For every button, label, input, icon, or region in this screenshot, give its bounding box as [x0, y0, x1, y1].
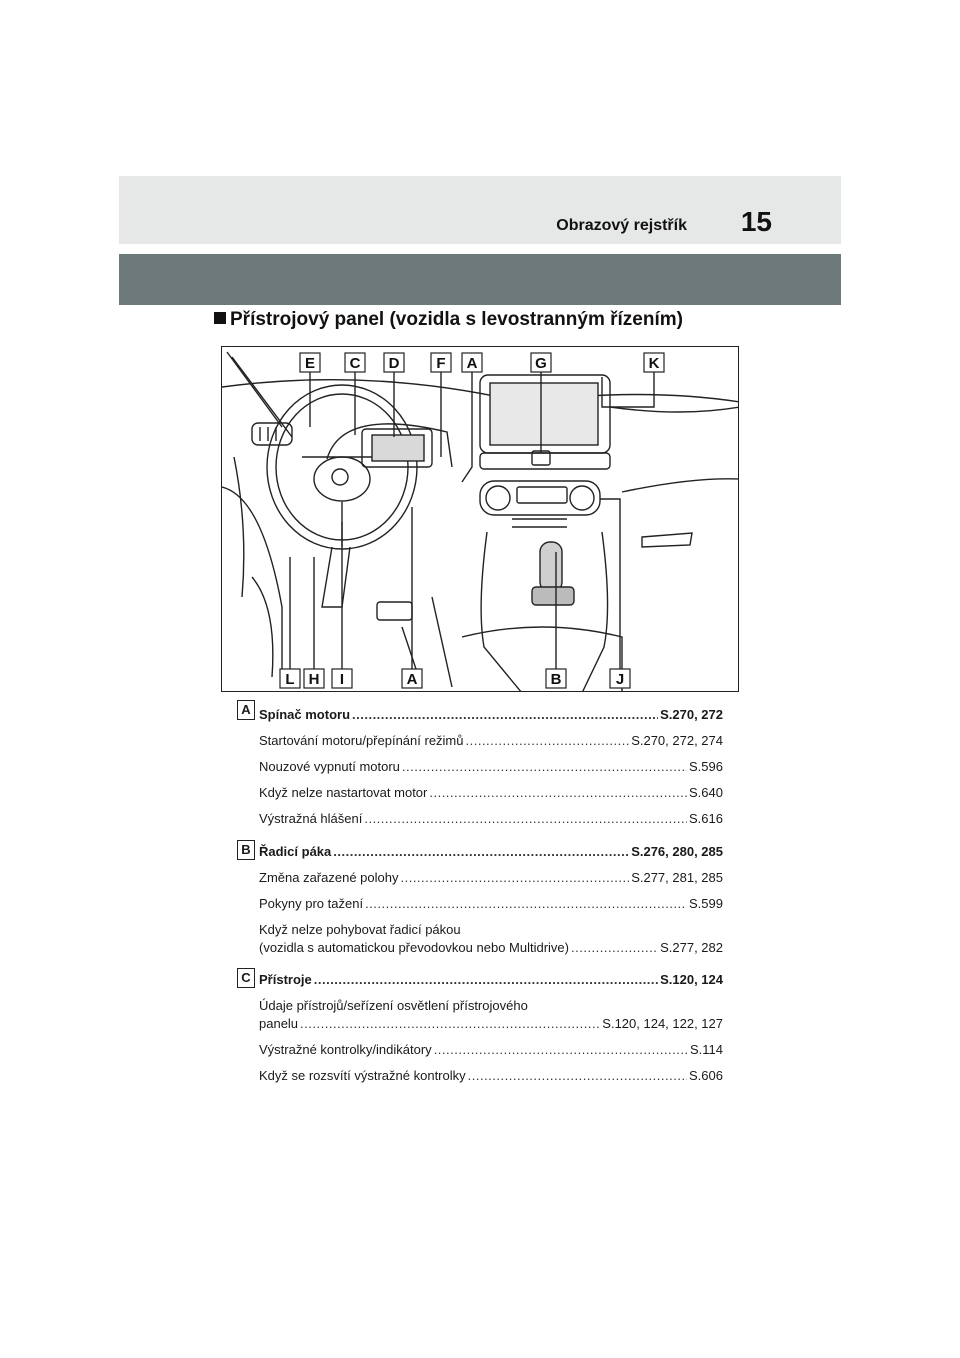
entry-letter-b: B [237, 840, 255, 860]
page-reference[interactable]: S.120, 124, 122, 127 [602, 1016, 723, 1031]
entry-item-line: Údaje přístrojů/seřízení osvětlení přístrojového [259, 998, 528, 1013]
entry-item-line: Když nelze pohybovat řadicí pákou [259, 922, 461, 937]
page-reference[interactable]: S.596 [689, 759, 723, 774]
page-reference[interactable]: S.640 [689, 785, 723, 800]
entry-main [259, 707, 723, 723]
entry-item: Výstražné kontrolky/indikátory ..... S.114 [259, 1042, 723, 1058]
callout-label: H [308, 671, 320, 688]
entry-label: Řadicí páka [259, 844, 332, 859]
header-title: Obrazový rejstřík [556, 217, 687, 234]
callout-label: D [388, 355, 400, 372]
page-reference[interactable]: S.114 [689, 1042, 723, 1057]
page-reference[interactable]: S.277, 282 [660, 940, 723, 955]
page-reference[interactable]: S.270, 272 [660, 707, 723, 722]
entry-item: Když nelze nastartovat motor ..... S.640 [259, 785, 723, 801]
callout-label: J [615, 671, 625, 688]
page-reference[interactable]: S.270, 272, 274 [631, 733, 723, 748]
callout-label: C [349, 355, 361, 372]
callout-label: F [436, 355, 446, 372]
entry-main [259, 844, 723, 860]
entry-item: Pokyny pro tažení ..... S.599 [259, 896, 723, 912]
entry-letter-c: C [237, 968, 255, 988]
callout-label: G [535, 355, 547, 372]
callout-label: K [648, 355, 660, 372]
entry-item: Změna zařazené polohy ..... S.277, 281, 285 [259, 870, 723, 886]
bullet-square-icon [214, 312, 226, 324]
callout-label: A [466, 355, 478, 372]
page-reference[interactable]: S.616 [689, 811, 723, 826]
callout-label: B [550, 671, 562, 688]
page-number: 15 [740, 206, 772, 237]
callouts-bottom [280, 669, 630, 688]
dashboard-illustration [221, 346, 739, 692]
entry-item: panelu ..... S.120, 124, 122, 127 [259, 1016, 723, 1032]
entry-main [259, 972, 723, 988]
section-title [214, 309, 683, 331]
page-header [119, 176, 841, 244]
callouts-top [300, 353, 664, 372]
callout-label: I [339, 671, 345, 688]
entry-item: Nouzové vypnutí motoru ..... S.596 [259, 759, 723, 775]
entry-item: (vozidla s automatickou převodovkou nebo Multidrive) ..... S.277, 282 [259, 940, 723, 956]
entry-letter-a: A [237, 700, 255, 720]
callout-label: E [304, 355, 316, 372]
entry-item: Když se rozsvítí výstražné kontrolky ..... S.606 [259, 1068, 723, 1084]
page-reference[interactable]: S.606 [689, 1068, 723, 1083]
page-reference[interactable]: S.277, 281, 285 [631, 870, 723, 885]
section-title-text: Přístrojový panel (vozidla s levostranným řízením) [230, 309, 683, 330]
callout-label: A [406, 671, 418, 688]
entry-item: Výstražná hlášení ..... S.616 [259, 811, 723, 827]
page-reference[interactable]: S.276, 280, 285 [631, 844, 723, 859]
entry-item: Startování motoru/přepínání režimů ..... S.270, 272, 274 [259, 733, 723, 749]
page-reference[interactable]: S.120, 124 [660, 972, 723, 987]
entry-label: Spínač motoru [259, 707, 351, 722]
dashboard-drawing [222, 347, 739, 692]
page-reference[interactable]: S.599 [689, 896, 723, 911]
callout-label: L [285, 671, 295, 688]
header-band [119, 254, 841, 305]
entry-label: Přístroje [259, 972, 312, 987]
